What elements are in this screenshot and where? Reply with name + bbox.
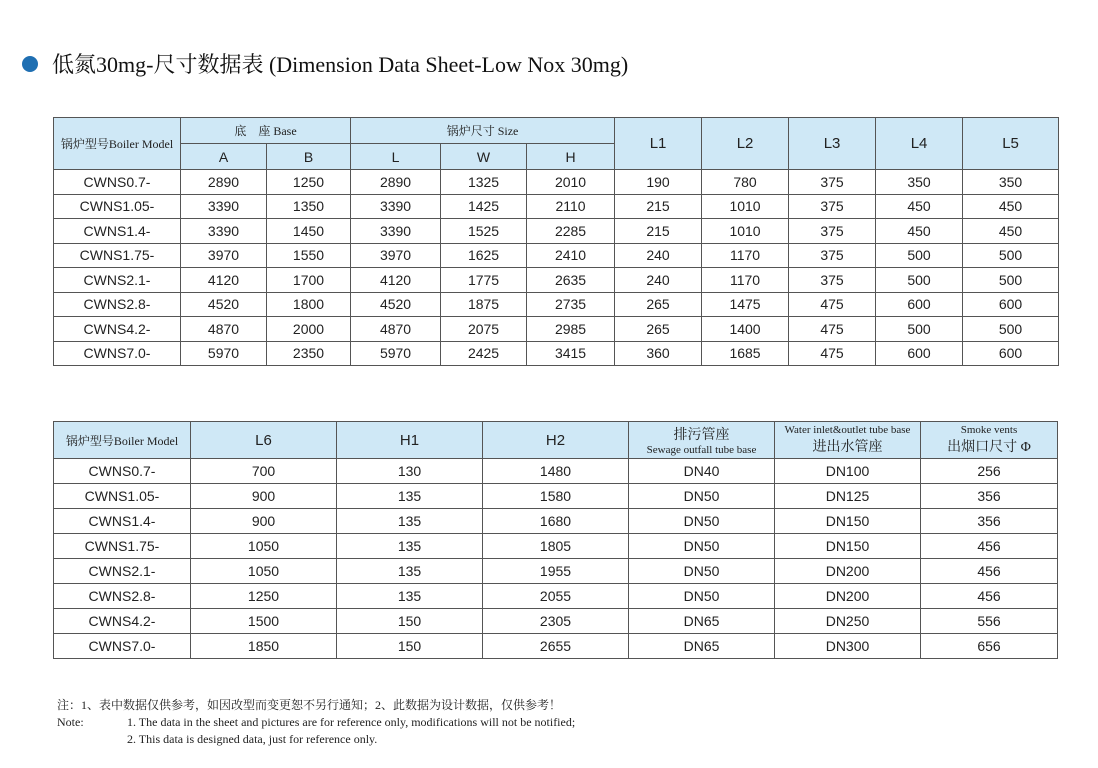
value-cell: DN200 bbox=[775, 584, 921, 609]
value-cell: 4870 bbox=[351, 317, 441, 342]
note-line-2: 2. This data is designed data, just for reference only. bbox=[127, 732, 378, 746]
value-cell: DN125 bbox=[775, 484, 921, 509]
value-cell: 240 bbox=[615, 268, 702, 293]
model-cell: CWNS4.2- bbox=[54, 317, 181, 342]
header-size: 锅炉尺寸 Size bbox=[351, 118, 615, 144]
value-cell: 500 bbox=[963, 243, 1059, 268]
value-cell: 1685 bbox=[702, 341, 789, 366]
value-cell: 375 bbox=[789, 219, 876, 244]
value-cell: DN65 bbox=[629, 634, 775, 659]
header-sewage-cn: 排污管座 bbox=[673, 428, 730, 443]
header-smoke-cn: 出烟口尺寸 Φ bbox=[947, 440, 1031, 455]
value-cell: 3970 bbox=[181, 243, 267, 268]
value-cell: 2110 bbox=[527, 194, 615, 219]
note-row-1 bbox=[57, 714, 575, 731]
table-row bbox=[54, 534, 1058, 559]
value-cell: 2425 bbox=[441, 341, 527, 366]
value-cell: 4520 bbox=[351, 292, 441, 317]
value-cell: 1805 bbox=[483, 534, 629, 559]
value-cell: 135 bbox=[337, 559, 483, 584]
value-cell: 450 bbox=[963, 219, 1059, 244]
value-cell: 3390 bbox=[351, 219, 441, 244]
header-sewage bbox=[629, 422, 775, 459]
value-cell: 1525 bbox=[441, 219, 527, 244]
value-cell: 375 bbox=[789, 243, 876, 268]
value-cell: DN50 bbox=[629, 584, 775, 609]
model-cell: CWNS1.75- bbox=[54, 243, 181, 268]
table-row bbox=[54, 559, 1058, 584]
value-cell: 600 bbox=[876, 341, 963, 366]
value-cell: 500 bbox=[876, 243, 963, 268]
value-cell: 2635 bbox=[527, 268, 615, 293]
header-l5: L5 bbox=[963, 118, 1059, 170]
value-cell: 1480 bbox=[483, 459, 629, 484]
value-cell: 1325 bbox=[441, 170, 527, 195]
value-cell: 1955 bbox=[483, 559, 629, 584]
value-cell: 350 bbox=[963, 170, 1059, 195]
table-row bbox=[54, 609, 1058, 634]
value-cell: DN40 bbox=[629, 459, 775, 484]
value-cell: 500 bbox=[876, 268, 963, 293]
value-cell: 656 bbox=[921, 634, 1058, 659]
header-boiler-model: 锅炉型号Boiler Model bbox=[54, 422, 191, 459]
value-cell: 600 bbox=[963, 292, 1059, 317]
value-cell: 500 bbox=[876, 317, 963, 342]
value-cell: 360 bbox=[615, 341, 702, 366]
model-cell: CWNS2.8- bbox=[54, 584, 191, 609]
value-cell: DN100 bbox=[775, 459, 921, 484]
dimension-table-1 bbox=[53, 117, 1059, 366]
value-cell: DN250 bbox=[775, 609, 921, 634]
header-l3: L3 bbox=[789, 118, 876, 170]
header-l1: L1 bbox=[615, 118, 702, 170]
table-row bbox=[54, 341, 1059, 366]
model-cell: CWNS2.1- bbox=[54, 559, 191, 584]
value-cell: 1050 bbox=[191, 534, 337, 559]
dimension-table-2 bbox=[53, 421, 1058, 659]
model-cell: CWNS0.7- bbox=[54, 170, 181, 195]
value-cell: 2075 bbox=[441, 317, 527, 342]
value-cell: 190 bbox=[615, 170, 702, 195]
model-cell: CWNS2.8- bbox=[54, 292, 181, 317]
model-cell: CWNS2.1- bbox=[54, 268, 181, 293]
header-h: H bbox=[527, 144, 615, 170]
table2-body bbox=[54, 459, 1058, 659]
model-cell: CWNS7.0- bbox=[54, 341, 181, 366]
model-cell: CWNS4.2- bbox=[54, 609, 191, 634]
value-cell: 1680 bbox=[483, 509, 629, 534]
value-cell: 2350 bbox=[267, 341, 351, 366]
value-cell: 1400 bbox=[702, 317, 789, 342]
header-l: L bbox=[351, 144, 441, 170]
note-cn: 注：1、表中数据仅供参考，如因改型而变更恕不另行通知；2、此数据为设计数据，仅供参考！ bbox=[57, 698, 562, 712]
value-cell: 4120 bbox=[351, 268, 441, 293]
model-cell: CWNS0.7- bbox=[54, 459, 191, 484]
value-cell: 4520 bbox=[181, 292, 267, 317]
table-row bbox=[54, 459, 1058, 484]
value-cell: 700 bbox=[191, 459, 337, 484]
bullet-icon bbox=[22, 56, 38, 72]
header-water-cn: 进出水管座 bbox=[812, 440, 883, 455]
value-cell: 265 bbox=[615, 292, 702, 317]
value-cell: 1250 bbox=[191, 584, 337, 609]
value-cell: 356 bbox=[921, 509, 1058, 534]
value-cell: 375 bbox=[789, 194, 876, 219]
value-cell: 450 bbox=[876, 194, 963, 219]
value-cell: 1875 bbox=[441, 292, 527, 317]
value-cell: 1775 bbox=[441, 268, 527, 293]
value-cell: 350 bbox=[876, 170, 963, 195]
value-cell: DN300 bbox=[775, 634, 921, 659]
value-cell: 135 bbox=[337, 484, 483, 509]
header-l2: L2 bbox=[702, 118, 789, 170]
value-cell: 1170 bbox=[702, 243, 789, 268]
value-cell: 1010 bbox=[702, 219, 789, 244]
value-cell: 475 bbox=[789, 317, 876, 342]
value-cell: 150 bbox=[337, 634, 483, 659]
table-row bbox=[54, 484, 1058, 509]
header-h1: H1 bbox=[337, 422, 483, 459]
value-cell: 456 bbox=[921, 584, 1058, 609]
value-cell: 1550 bbox=[267, 243, 351, 268]
value-cell: 150 bbox=[337, 609, 483, 634]
value-cell: 5970 bbox=[351, 341, 441, 366]
value-cell: 1170 bbox=[702, 268, 789, 293]
table1-body bbox=[54, 170, 1059, 366]
value-cell: DN150 bbox=[775, 509, 921, 534]
header-smoke-en: Smoke vents bbox=[960, 424, 1018, 436]
value-cell: 1010 bbox=[702, 194, 789, 219]
value-cell: 240 bbox=[615, 243, 702, 268]
value-cell: 356 bbox=[921, 484, 1058, 509]
value-cell: 1500 bbox=[191, 609, 337, 634]
value-cell: 3390 bbox=[351, 194, 441, 219]
value-cell: 5970 bbox=[181, 341, 267, 366]
note-line-1: 1. The data in the sheet and pictures are for reference only, modifications will not be notified; bbox=[127, 715, 576, 729]
header-l4: L4 bbox=[876, 118, 963, 170]
value-cell: 130 bbox=[337, 459, 483, 484]
value-cell: 4870 bbox=[181, 317, 267, 342]
value-cell: 450 bbox=[876, 219, 963, 244]
value-cell: 215 bbox=[615, 219, 702, 244]
value-cell: DN65 bbox=[629, 609, 775, 634]
value-cell: 375 bbox=[789, 268, 876, 293]
table-row bbox=[54, 268, 1059, 293]
value-cell: 900 bbox=[191, 509, 337, 534]
value-cell: DN50 bbox=[629, 534, 775, 559]
model-cell: CWNS1.4- bbox=[54, 219, 181, 244]
value-cell: 2055 bbox=[483, 584, 629, 609]
note-label: Note: bbox=[57, 715, 84, 729]
page-title: 低氮30mg-尺寸数据表 (Dimension Data Sheet-Low Nox 30mg) bbox=[52, 52, 629, 77]
value-cell: 2985 bbox=[527, 317, 615, 342]
value-cell: 500 bbox=[963, 317, 1059, 342]
value-cell: 3970 bbox=[351, 243, 441, 268]
header-w: W bbox=[441, 144, 527, 170]
notes bbox=[57, 697, 575, 748]
value-cell: 135 bbox=[337, 534, 483, 559]
value-cell: 450 bbox=[963, 194, 1059, 219]
table-row bbox=[54, 292, 1059, 317]
title-row bbox=[22, 48, 628, 79]
value-cell: 135 bbox=[337, 509, 483, 534]
value-cell: 4120 bbox=[181, 268, 267, 293]
value-cell: 1250 bbox=[267, 170, 351, 195]
header-water bbox=[775, 422, 921, 459]
model-cell: CWNS1.05- bbox=[54, 194, 181, 219]
value-cell: 1425 bbox=[441, 194, 527, 219]
value-cell: DN50 bbox=[629, 484, 775, 509]
value-cell: 1580 bbox=[483, 484, 629, 509]
model-cell: CWNS1.75- bbox=[54, 534, 191, 559]
value-cell: 2890 bbox=[351, 170, 441, 195]
value-cell: 1475 bbox=[702, 292, 789, 317]
value-cell: 475 bbox=[789, 292, 876, 317]
value-cell: 2735 bbox=[527, 292, 615, 317]
value-cell: 1800 bbox=[267, 292, 351, 317]
header-l6: L6 bbox=[191, 422, 337, 459]
value-cell: 2305 bbox=[483, 609, 629, 634]
table-row bbox=[54, 317, 1059, 342]
value-cell: DN50 bbox=[629, 509, 775, 534]
value-cell: 600 bbox=[963, 341, 1059, 366]
header-a: A bbox=[181, 144, 267, 170]
value-cell: 135 bbox=[337, 584, 483, 609]
value-cell: 256 bbox=[921, 459, 1058, 484]
value-cell: DN50 bbox=[629, 559, 775, 584]
table-row bbox=[54, 243, 1059, 268]
value-cell: 3390 bbox=[181, 194, 267, 219]
table-row bbox=[54, 509, 1058, 534]
value-cell: 375 bbox=[789, 170, 876, 195]
note-spacer bbox=[57, 731, 127, 748]
value-cell: 2000 bbox=[267, 317, 351, 342]
table-row bbox=[54, 634, 1058, 659]
value-cell: 475 bbox=[789, 341, 876, 366]
value-cell: 1850 bbox=[191, 634, 337, 659]
model-cell: CWNS1.05- bbox=[54, 484, 191, 509]
value-cell: 215 bbox=[615, 194, 702, 219]
value-cell: 556 bbox=[921, 609, 1058, 634]
value-cell: 2655 bbox=[483, 634, 629, 659]
model-cell: CWNS7.0- bbox=[54, 634, 191, 659]
note-row-2 bbox=[57, 731, 575, 748]
table-row bbox=[54, 170, 1059, 195]
header-b: B bbox=[267, 144, 351, 170]
value-cell: 1625 bbox=[441, 243, 527, 268]
table-row bbox=[54, 584, 1058, 609]
value-cell: 780 bbox=[702, 170, 789, 195]
header-smoke bbox=[921, 422, 1058, 459]
value-cell: DN150 bbox=[775, 534, 921, 559]
value-cell: 1050 bbox=[191, 559, 337, 584]
value-cell: 456 bbox=[921, 534, 1058, 559]
table-row bbox=[54, 194, 1059, 219]
value-cell: 900 bbox=[191, 484, 337, 509]
value-cell: 600 bbox=[876, 292, 963, 317]
model-cell: CWNS1.4- bbox=[54, 509, 191, 534]
value-cell: 2285 bbox=[527, 219, 615, 244]
value-cell: 3415 bbox=[527, 341, 615, 366]
value-cell: 2010 bbox=[527, 170, 615, 195]
header-water-en: Water inlet&outlet tube base bbox=[784, 424, 911, 436]
value-cell: 3390 bbox=[181, 219, 267, 244]
value-cell: 1450 bbox=[267, 219, 351, 244]
value-cell: 1700 bbox=[267, 268, 351, 293]
value-cell: 2890 bbox=[181, 170, 267, 195]
header-h2: H2 bbox=[483, 422, 629, 459]
header-sewage-en: Sewage outfall tube base bbox=[646, 444, 757, 456]
value-cell: 456 bbox=[921, 559, 1058, 584]
value-cell: 265 bbox=[615, 317, 702, 342]
value-cell: 1350 bbox=[267, 194, 351, 219]
table-row bbox=[54, 219, 1059, 244]
value-cell: 2410 bbox=[527, 243, 615, 268]
value-cell: DN200 bbox=[775, 559, 921, 584]
header-base: 底 座 Base bbox=[181, 118, 351, 144]
value-cell: 500 bbox=[963, 268, 1059, 293]
header-boiler-model: 锅炉型号Boiler Model bbox=[54, 118, 181, 170]
